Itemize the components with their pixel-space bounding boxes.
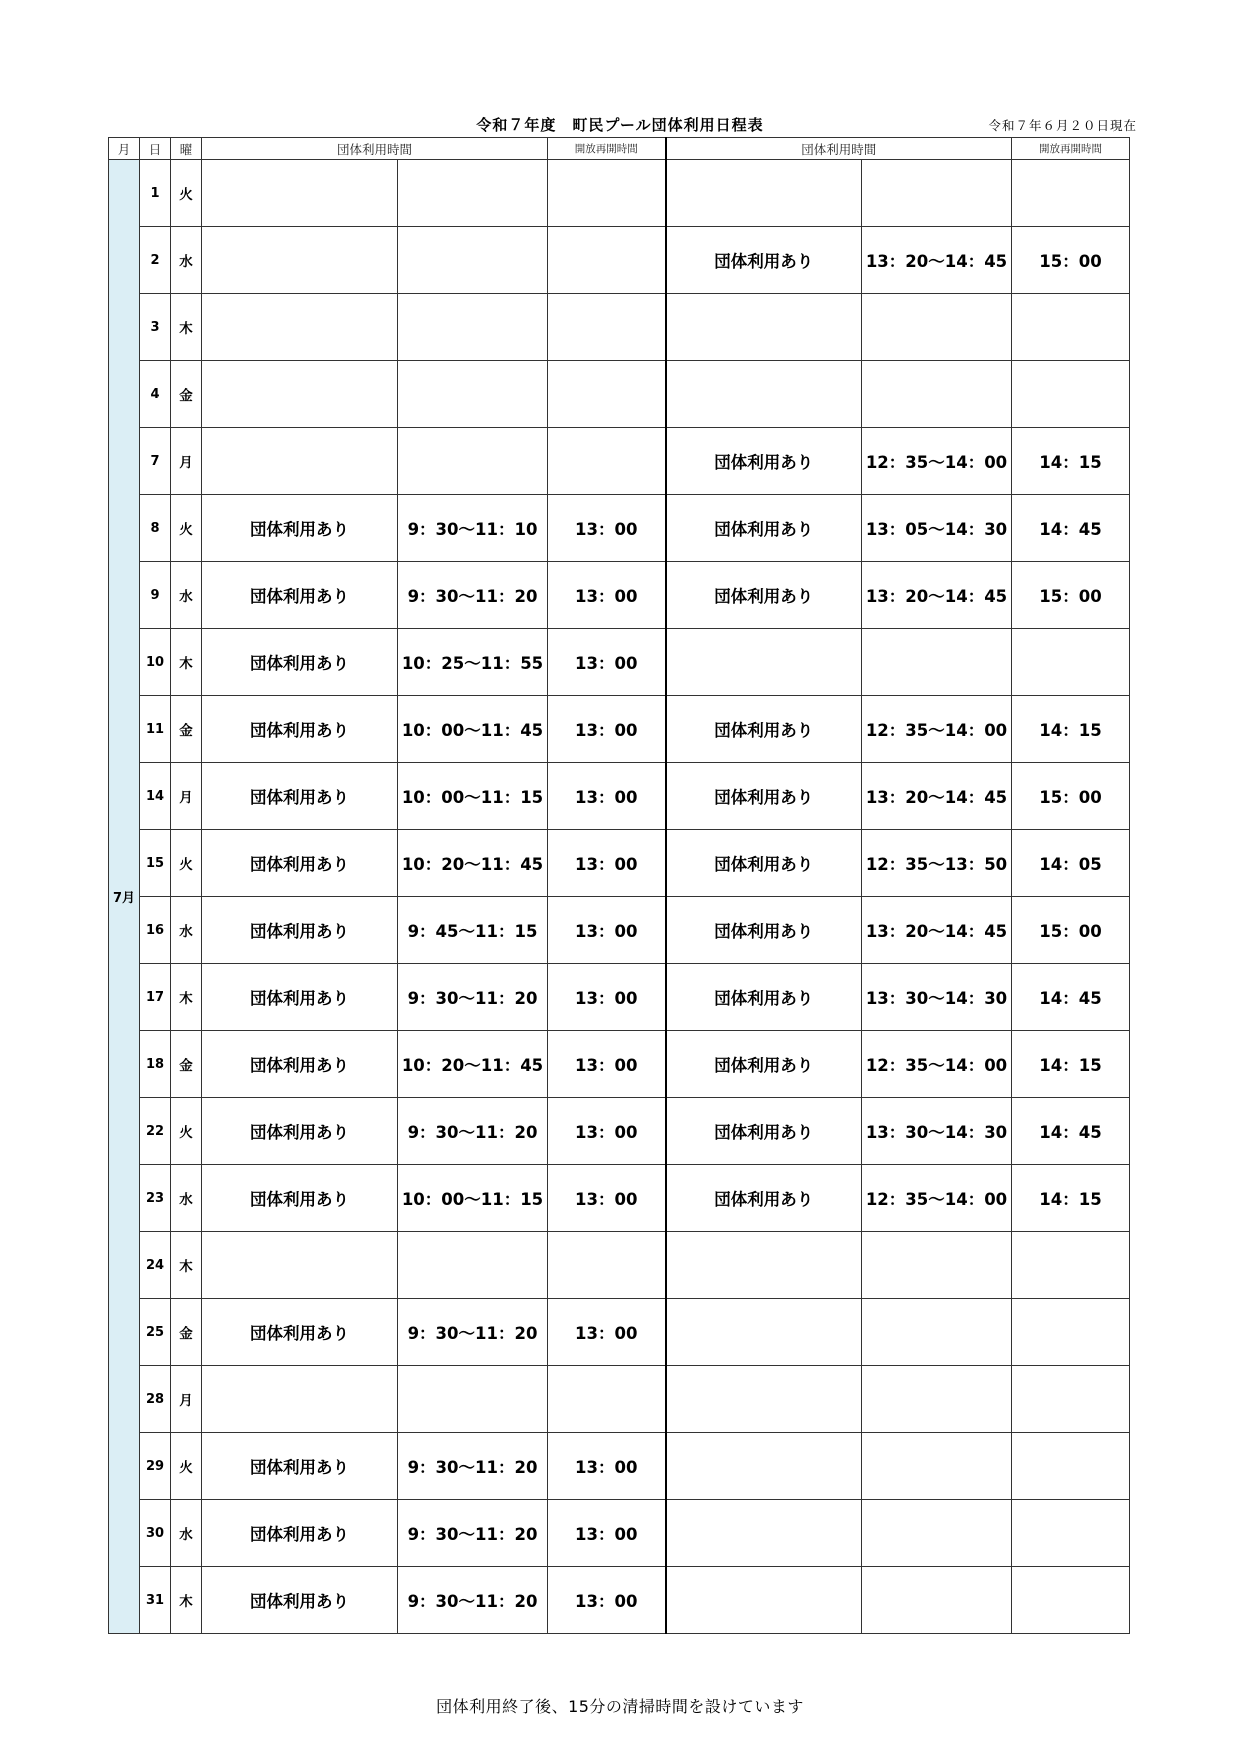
- pm-group-time-cell: 13：30～14：30: [862, 964, 1012, 1031]
- pm-group-use-cell: [666, 1433, 862, 1500]
- pm-group-use-cell: 団体利用あり: [666, 763, 862, 830]
- day-cell: 7: [140, 428, 171, 495]
- weekday-cell: 木: [171, 629, 202, 696]
- am-group-time-cell: [398, 160, 548, 227]
- am-reopen-cell: [548, 1232, 666, 1299]
- pm-group-time-cell: [862, 1366, 1012, 1433]
- pm-group-time-cell: 12：35～13：50: [862, 830, 1012, 897]
- pm-group-time-cell: 13：30～14：30: [862, 1098, 1012, 1165]
- day-cell: 28: [140, 1366, 171, 1433]
- am-group-use-cell: 団体利用あり: [202, 1433, 398, 1500]
- page-title: 令和７年度 町民プール団体利用日程表: [476, 116, 764, 134]
- am-group-use-cell: [202, 227, 398, 294]
- header-month: 月: [109, 138, 140, 160]
- pm-group-time-cell: [862, 160, 1012, 227]
- header-group-time-am: 団体利用時間: [202, 138, 548, 160]
- am-reopen-cell: 13：00: [548, 1299, 666, 1366]
- weekday-cell: 火: [171, 160, 202, 227]
- pm-group-time-cell: 13：20～14：45: [862, 763, 1012, 830]
- pm-group-time-cell: [862, 294, 1012, 361]
- weekday-cell: 月: [171, 1366, 202, 1433]
- day-cell: 30: [140, 1500, 171, 1567]
- pm-group-use-cell: [666, 1366, 862, 1433]
- pm-group-use-cell: 団体利用あり: [666, 830, 862, 897]
- header-row: [109, 138, 1130, 160]
- am-group-time-cell: 10：25～11：55: [398, 629, 548, 696]
- am-reopen-cell: 13：00: [548, 830, 666, 897]
- weekday-cell: 木: [171, 1567, 202, 1634]
- header-reopen-pm: 開放再開時間: [1012, 138, 1130, 160]
- day-cell: 18: [140, 1031, 171, 1098]
- am-group-time-cell: 9：30～11：20: [398, 1433, 548, 1500]
- day-cell: 3: [140, 294, 171, 361]
- am-reopen-cell: [548, 227, 666, 294]
- day-cell: 11: [140, 696, 171, 763]
- pm-reopen-cell: 14：15: [1012, 1031, 1130, 1098]
- am-group-time-cell: 10：20～11：45: [398, 1031, 548, 1098]
- am-group-time-cell: [398, 1232, 548, 1299]
- pm-group-use-cell: [666, 294, 862, 361]
- weekday-cell: 月: [171, 428, 202, 495]
- am-group-use-cell: 団体利用あり: [202, 1165, 398, 1232]
- weekday-cell: 月: [171, 763, 202, 830]
- pm-reopen-cell: [1012, 1366, 1130, 1433]
- pm-reopen-cell: 14：05: [1012, 830, 1130, 897]
- am-group-time-cell: 10：00～11：15: [398, 1165, 548, 1232]
- pm-group-time-cell: [862, 629, 1012, 696]
- day-cell: 22: [140, 1098, 171, 1165]
- table-row: [109, 1433, 1130, 1500]
- weekday-cell: 火: [171, 830, 202, 897]
- am-group-time-cell: 9：30～11：20: [398, 562, 548, 629]
- weekday-cell: 水: [171, 897, 202, 964]
- pm-reopen-cell: [1012, 1232, 1130, 1299]
- month-cell: 7月: [109, 160, 140, 1634]
- am-group-time-cell: [398, 428, 548, 495]
- table-row: [109, 763, 1130, 830]
- day-cell: 17: [140, 964, 171, 1031]
- header-reopen-am: 開放再開時間: [548, 138, 666, 160]
- pm-reopen-cell: [1012, 629, 1130, 696]
- day-cell: 10: [140, 629, 171, 696]
- pm-reopen-cell: [1012, 1299, 1130, 1366]
- header-day: 日: [140, 138, 171, 160]
- pm-group-time-cell: [862, 1232, 1012, 1299]
- pm-reopen-cell: [1012, 160, 1130, 227]
- am-group-use-cell: [202, 1366, 398, 1433]
- table-row: [109, 1299, 1130, 1366]
- am-reopen-cell: 13：00: [548, 1433, 666, 1500]
- am-group-use-cell: 団体利用あり: [202, 1500, 398, 1567]
- footer-note: 団体利用終了後、15分の清掃時間を設けています: [436, 1697, 804, 1716]
- am-group-time-cell: 10：20～11：45: [398, 830, 548, 897]
- am-group-use-cell: 団体利用あり: [202, 964, 398, 1031]
- weekday-cell: 金: [171, 1031, 202, 1098]
- am-group-use-cell: 団体利用あり: [202, 1567, 398, 1634]
- am-group-use-cell: 団体利用あり: [202, 629, 398, 696]
- weekday-cell: 水: [171, 1500, 202, 1567]
- am-reopen-cell: 13：00: [548, 897, 666, 964]
- pm-group-time-cell: 13：20～14：45: [862, 227, 1012, 294]
- pm-group-time-cell: 13：20～14：45: [862, 562, 1012, 629]
- am-group-time-cell: 9：30～11：20: [398, 1567, 548, 1634]
- table-row: [109, 1098, 1130, 1165]
- pm-reopen-cell: [1012, 1500, 1130, 1567]
- am-group-time-cell: 9：30～11：20: [398, 1500, 548, 1567]
- weekday-cell: 木: [171, 1232, 202, 1299]
- pm-reopen-cell: 15：00: [1012, 897, 1130, 964]
- am-group-time-cell: [398, 361, 548, 428]
- pm-group-time-cell: [862, 1433, 1012, 1500]
- weekday-cell: 水: [171, 562, 202, 629]
- pm-group-use-cell: 団体利用あり: [666, 495, 862, 562]
- am-group-use-cell: 団体利用あり: [202, 562, 398, 629]
- pm-group-time-cell: [862, 1567, 1012, 1634]
- header-group-time-pm: 団体利用時間: [666, 138, 1012, 160]
- am-reopen-cell: 13：00: [548, 1165, 666, 1232]
- pm-reopen-cell: [1012, 1567, 1130, 1634]
- table-row: [109, 428, 1130, 495]
- weekday-cell: 金: [171, 1299, 202, 1366]
- table-row: [109, 495, 1130, 562]
- table-row: [109, 1165, 1130, 1232]
- am-group-time-cell: 9：30～11：20: [398, 1299, 548, 1366]
- pm-reopen-cell: 15：00: [1012, 227, 1130, 294]
- table-row: [109, 1232, 1130, 1299]
- pm-reopen-cell: [1012, 361, 1130, 428]
- am-group-use-cell: 団体利用あり: [202, 1098, 398, 1165]
- day-cell: 1: [140, 160, 171, 227]
- am-reopen-cell: [548, 1366, 666, 1433]
- am-group-time-cell: 10：00～11：45: [398, 696, 548, 763]
- am-group-use-cell: 団体利用あり: [202, 763, 398, 830]
- pm-group-use-cell: [666, 1232, 862, 1299]
- am-group-use-cell: [202, 361, 398, 428]
- table-row: [109, 294, 1130, 361]
- pm-group-time-cell: [862, 361, 1012, 428]
- pm-group-use-cell: 団体利用あり: [666, 696, 862, 763]
- pm-group-use-cell: 団体利用あり: [666, 1098, 862, 1165]
- pm-group-time-cell: 12：35～14：00: [862, 1165, 1012, 1232]
- am-reopen-cell: 13：00: [548, 1500, 666, 1567]
- as-of-date: 令和７年６月２０日現在: [988, 118, 1137, 133]
- pm-group-use-cell: 団体利用あり: [666, 1031, 862, 1098]
- am-reopen-cell: [548, 160, 666, 227]
- am-group-time-cell: 9：30～11：20: [398, 964, 548, 1031]
- table-row: [109, 897, 1130, 964]
- pm-reopen-cell: 15：00: [1012, 562, 1130, 629]
- table-row: [109, 1366, 1130, 1433]
- am-group-time-cell: [398, 294, 548, 361]
- am-group-time-cell: [398, 1366, 548, 1433]
- pm-reopen-cell: [1012, 1433, 1130, 1500]
- am-group-use-cell: 団体利用あり: [202, 1031, 398, 1098]
- weekday-cell: 金: [171, 696, 202, 763]
- pm-group-time-cell: 13：20～14：45: [862, 897, 1012, 964]
- am-group-use-cell: 団体利用あり: [202, 1299, 398, 1366]
- pm-reopen-cell: 14：45: [1012, 964, 1130, 1031]
- pm-reopen-cell: 14：15: [1012, 696, 1130, 763]
- am-reopen-cell: 13：00: [548, 763, 666, 830]
- am-reopen-cell: 13：00: [548, 964, 666, 1031]
- pm-group-use-cell: [666, 629, 862, 696]
- table-row: [109, 227, 1130, 294]
- pm-group-time-cell: 13：05～14：30: [862, 495, 1012, 562]
- table-row: [109, 1567, 1130, 1634]
- pm-group-use-cell: 団体利用あり: [666, 428, 862, 495]
- schedule-table: [108, 137, 1130, 1634]
- weekday-cell: 火: [171, 495, 202, 562]
- table-row: [109, 562, 1130, 629]
- pm-group-time-cell: [862, 1299, 1012, 1366]
- pm-group-use-cell: 団体利用あり: [666, 562, 862, 629]
- weekday-cell: 金: [171, 361, 202, 428]
- day-cell: 9: [140, 562, 171, 629]
- am-reopen-cell: 13：00: [548, 495, 666, 562]
- pm-group-time-cell: 12：35～14：00: [862, 696, 1012, 763]
- pm-group-use-cell: [666, 1500, 862, 1567]
- weekday-cell: 水: [171, 1165, 202, 1232]
- weekday-cell: 火: [171, 1433, 202, 1500]
- day-cell: 23: [140, 1165, 171, 1232]
- pm-reopen-cell: 15：00: [1012, 763, 1130, 830]
- pm-group-time-cell: 12：35～14：00: [862, 428, 1012, 495]
- pm-reopen-cell: 14：45: [1012, 1098, 1130, 1165]
- day-cell: 14: [140, 763, 171, 830]
- am-reopen-cell: [548, 294, 666, 361]
- am-reopen-cell: 13：00: [548, 1031, 666, 1098]
- weekday-cell: 木: [171, 294, 202, 361]
- am-group-use-cell: 団体利用あり: [202, 696, 398, 763]
- am-group-time-cell: 9：30～11：20: [398, 1098, 548, 1165]
- am-reopen-cell: 13：00: [548, 1098, 666, 1165]
- header-weekday: 曜: [171, 138, 202, 160]
- schedule-body: [109, 160, 1130, 1634]
- day-cell: 4: [140, 361, 171, 428]
- table-row: [109, 964, 1130, 1031]
- pm-group-use-cell: 団体利用あり: [666, 227, 862, 294]
- table-row: [109, 1031, 1130, 1098]
- pm-reopen-cell: 14：15: [1012, 428, 1130, 495]
- table-row: [109, 361, 1130, 428]
- am-group-use-cell: [202, 1232, 398, 1299]
- am-group-use-cell: [202, 160, 398, 227]
- pm-group-use-cell: [666, 1299, 862, 1366]
- am-reopen-cell: 13：00: [548, 629, 666, 696]
- pm-group-use-cell: 団体利用あり: [666, 1165, 862, 1232]
- pm-group-use-cell: [666, 361, 862, 428]
- pm-group-use-cell: 団体利用あり: [666, 897, 862, 964]
- pm-group-use-cell: [666, 1567, 862, 1634]
- am-reopen-cell: [548, 428, 666, 495]
- am-group-time-cell: 10：00～11：15: [398, 763, 548, 830]
- day-cell: 29: [140, 1433, 171, 1500]
- pm-reopen-cell: 14：45: [1012, 495, 1130, 562]
- am-group-use-cell: [202, 294, 398, 361]
- table-row: [109, 160, 1130, 227]
- am-group-use-cell: [202, 428, 398, 495]
- weekday-cell: 木: [171, 964, 202, 1031]
- day-cell: 2: [140, 227, 171, 294]
- pm-group-time-cell: [862, 1500, 1012, 1567]
- am-group-time-cell: 9：30～11：10: [398, 495, 548, 562]
- day-cell: 31: [140, 1567, 171, 1634]
- table-row: [109, 1500, 1130, 1567]
- weekday-cell: 水: [171, 227, 202, 294]
- day-cell: 15: [140, 830, 171, 897]
- day-cell: 8: [140, 495, 171, 562]
- pm-reopen-cell: 14：15: [1012, 1165, 1130, 1232]
- day-cell: 24: [140, 1232, 171, 1299]
- pm-group-use-cell: 団体利用あり: [666, 964, 862, 1031]
- table-row: [109, 696, 1130, 763]
- am-reopen-cell: 13：00: [548, 1567, 666, 1634]
- am-group-use-cell: 団体利用あり: [202, 830, 398, 897]
- am-reopen-cell: 13：00: [548, 562, 666, 629]
- pm-group-time-cell: 12：35～14：00: [862, 1031, 1012, 1098]
- table-row: [109, 830, 1130, 897]
- am-reopen-cell: 13：00: [548, 696, 666, 763]
- am-group-use-cell: 団体利用あり: [202, 495, 398, 562]
- weekday-cell: 火: [171, 1098, 202, 1165]
- am-group-use-cell: 団体利用あり: [202, 897, 398, 964]
- pm-reopen-cell: [1012, 294, 1130, 361]
- table-row: [109, 629, 1130, 696]
- day-cell: 16: [140, 897, 171, 964]
- am-reopen-cell: [548, 361, 666, 428]
- am-group-time-cell: 9：45～11：15: [398, 897, 548, 964]
- pm-group-use-cell: [666, 160, 862, 227]
- am-group-time-cell: [398, 227, 548, 294]
- day-cell: 25: [140, 1299, 171, 1366]
